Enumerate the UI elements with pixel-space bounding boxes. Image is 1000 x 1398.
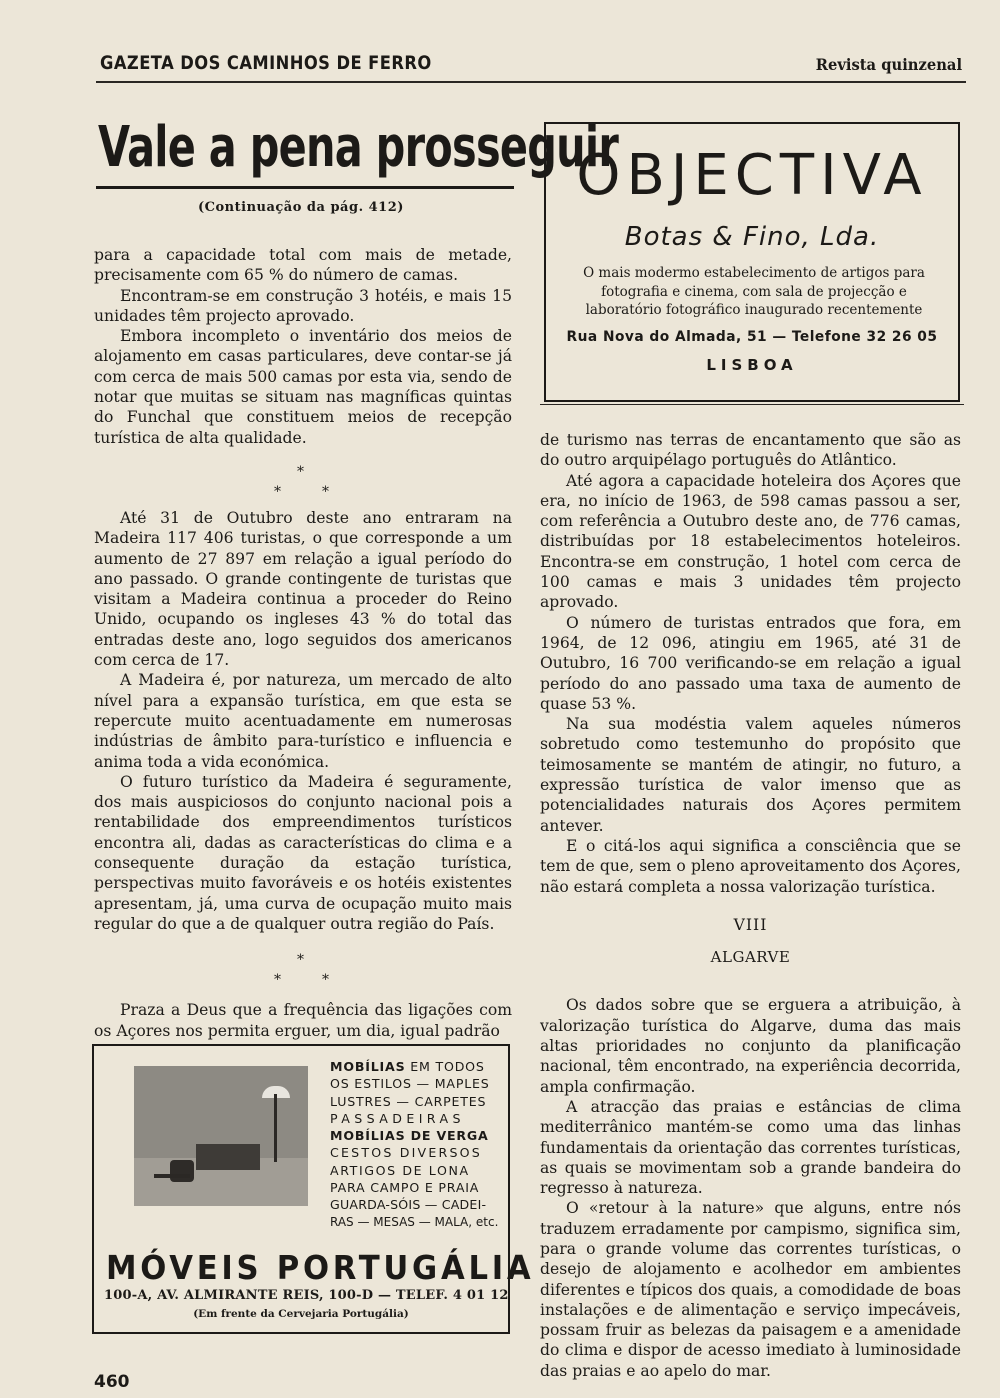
asterisk: * <box>297 952 304 969</box>
column-right <box>540 430 961 1381</box>
paragraph: Os dados sobre que se erguera a atribuição, à valorização turística do Algarve, duma das mais altas prioridades no conjunto da planificação nacional, têm encontrado, na experiência decorrida, ampla confirmação. <box>540 996 961 1096</box>
paragraph: E o citá-los aqui significa a consciência que se tem de que, sem o pleno aproveitamento dos Açores, não estará completa a nossa valorização turística. <box>540 836 961 896</box>
journal-name: GAZETA DOS CAMINHOS DE FERRO <box>100 52 432 74</box>
paragraph: O «retour à la nature» que alguns, entre nós traduzem erradamente por campismo, significa sim, para o grande volume das correntes turísticas, o desejo de alojamento e acolhedor em ambientes diferentes e típicos dos quais, a comodidade de boas instalações e de alimentação e serviço impecáveis, possam fruir as belezas da paisagem e a amenidade do clima e dispor de acesso imediato à luminosidade das praias e ao apelo do mar. <box>540 1199 961 1380</box>
paragraph: O número de turistas entrados que fora, em 1964, de 12 096, atingiu em 1965, até 31 de Outubro, 16 700 verificando-se em relação a igual período do ano passado uma taxa de aumento de quase 53 %. <box>540 613 961 713</box>
advert-shop-address: 100-A, AV. ALMIRANTE REIS, 100-D — TELEF. 4 01 12 <box>104 1288 509 1303</box>
section-title: ALGARVE <box>710 948 791 967</box>
advert-city: LISBOA <box>706 356 798 374</box>
paragraph: Até agora a capacidade hoteleira dos Açores que era, no início de 1963, de 598 camas passou a ser, com referência a Outubro deste ano, de 776 camas, distribuídas por 18 estabelecimentos hoteleiros. Encontra-se em construção, 1 hotel com cerca de 100 camas e mais 3 unidades têm projecto aprovado. <box>540 471 961 612</box>
paragraph: Encontram-se em construção 3 hotéis, e mais 15 unidades têm projecto aprovado. <box>94 286 512 325</box>
title-rule <box>96 186 514 189</box>
list-item: OS ESTILOS — MAPLES <box>330 1076 490 1092</box>
paragraph: A atracção das praias e estâncias de clima mediterrânico mantém-se como uma das linhas fundamentais da orientação das correntes turísticas, as quais se movimentam sob a grande bandeira do regresso à natureza. <box>540 1097 961 1198</box>
paragraph: para a capacidade total com mais de metade, precisamente com 65 % do número de camas. <box>94 246 512 285</box>
page-number: 460 <box>94 1372 130 1392</box>
floor-lamp-icon <box>274 1094 277 1162</box>
header-rule <box>96 81 966 83</box>
armchair-icon <box>170 1160 194 1182</box>
paragraph: Na sua modéstia valem aqueles números sobretudo como testemunho do propósito que teimosamente se mantém de atingir, no futuro, a expressão turística de valor imenso que as potencialidades naturais dos Açores permitem antever. <box>540 715 961 835</box>
list-item: MOBÍLIAS EM TODOS <box>330 1059 485 1074</box>
advert-shop-note: (Em frente da Cervejaria Portugália) <box>193 1308 409 1320</box>
furniture-photo <box>134 1066 308 1206</box>
asterisk: * <box>322 972 329 989</box>
paragraph: Até 31 de Outubro deste ano entraram na Madeira 117 406 turistas, o que corresponde a um aumento de 27 897 em relação a igual período do ano passado. O grande contingente de turistas que visitam a Madeira continua a proceder do Reino Unido, ocupando os ingleses 43 % do total das entradas deste ano, logo seguidos dos americanos com cerca de 17. <box>94 508 512 670</box>
section-break <box>94 934 512 1000</box>
paragraph: Embora incompleto o inventário dos meios de alojamento em casas particulares, deve contar-se já com cerca de mais 500 camas por esta via, sendo de notar que muitas se situam nas magníficas quintas do Funchal que constituem meios de recepção turística de alta qualidade. <box>94 327 512 447</box>
asterisk: * <box>274 483 281 500</box>
table-icon <box>154 1174 190 1178</box>
list-item: MOBÍLIAS DE VERGA <box>330 1128 489 1144</box>
list-item: CESTOS DIVERSOS <box>330 1145 482 1161</box>
advert-moveis <box>92 1044 535 1334</box>
advert-rule <box>540 404 964 405</box>
advert-item-list <box>330 1058 500 1231</box>
column-left <box>94 245 512 1041</box>
periodicity: Revista quinzenal <box>815 55 962 74</box>
list-item: GUARDA-SÓIS — CADEI- <box>330 1197 487 1213</box>
list-item: RAS — MESAS — MALA, etc. <box>330 1214 499 1229</box>
asterisk: * <box>274 972 281 989</box>
advert-description: O mais modermo estabelecimento de artigos para fotografia e cinema, com sala de projecção e laboratório fotográfico inaugurado recentemente <box>583 265 925 318</box>
list-item: PARA CAMPO E PRAIA <box>330 1180 480 1196</box>
section-break <box>94 448 512 508</box>
advert-shop-name: MÓVEIS PORTUGÁLIA <box>106 1248 535 1287</box>
section-number: VIII <box>733 915 768 934</box>
asterisk: * <box>322 483 329 500</box>
article-title: Vale a pena prosseguir <box>98 115 619 180</box>
advert-address: Rua Nova do Almada, 51 — Telefone 32 26 05 <box>566 329 938 345</box>
advert-firm: Botas & Fino, Lda. <box>624 222 880 252</box>
list-item: PASSADEIRAS <box>330 1110 465 1126</box>
sofa-icon <box>196 1144 260 1170</box>
continuation-note: (Continuação da pág. 412) <box>198 200 404 215</box>
paragraph: Praza a Deus que a frequência das ligações com os Açores nos permita erguer, um dia, igual padrão <box>94 1001 512 1040</box>
advert-brand: OBJECTIVA <box>576 143 928 208</box>
asterisk: * <box>297 463 304 480</box>
list-item: LUSTRES — CARPETES <box>330 1093 487 1109</box>
paragraph: de turismo nas terras de encantamento que são as do outro arquipélago português do Atlântico. <box>540 431 961 470</box>
paragraph: A Madeira é, por natureza, um mercado de alto nível para a expansão turística, em que esta se repercute muito acentuadamente em numerosas indústrias de âmbito para-turístico e influencia e anima toda a vida económica. <box>94 671 512 771</box>
list-item: ARTIGOS DE LONA <box>330 1162 470 1178</box>
paragraph: O futuro turístico da Madeira é seguramente, dos mais auspiciosos do conjunto nacional pois a rentabilidade dos empreendimentos turísticos encontra ali, dadas as características do clima e a consequente duração da estação turística, perspectivas muito favoráveis e os hotéis existentes apresentam, já, uma curva de ocupação muito mais regular do que a de qualquer outra região do País. <box>94 772 512 933</box>
advert-objectiva <box>544 122 960 402</box>
